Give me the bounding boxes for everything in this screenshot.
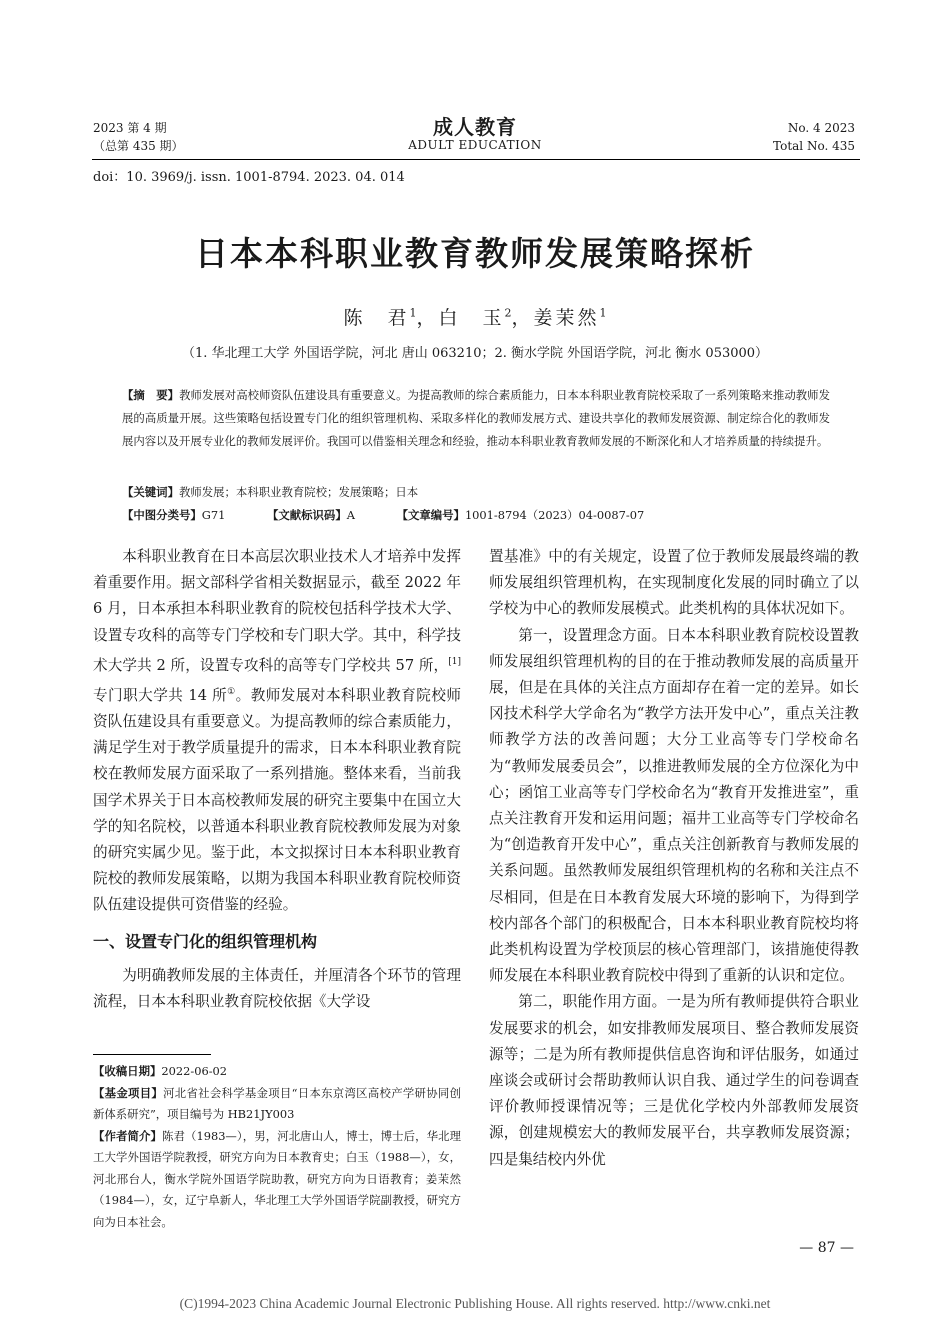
journal-title-cn: 成人教育 xyxy=(433,115,517,139)
doc-code-label: 【文献标识码】 xyxy=(266,508,347,522)
author-name: 陈 君 xyxy=(343,307,410,329)
author-name: 白 玉 xyxy=(438,307,505,329)
paragraph-text: 专门职大学共 14 所 xyxy=(93,686,228,704)
copyright-line: (C)1994-2023 China Academic Journal Electronic Publishing House. All rights reserved. http://www.cnki.net xyxy=(179,1296,771,1311)
journal-title-en: ADULT EDUCATION xyxy=(408,138,542,152)
body-paragraph: 置基准》中的有关规定，设置了位于教师发展最终端的教师发展组织管理机构，在实现制度化发展的同时确立了以学校为中心的教师发展模式。此类机构的具体状况如下。 xyxy=(489,548,859,618)
footnote-rule xyxy=(93,1054,211,1055)
author-separator: ， xyxy=(416,307,439,329)
bio-value: 陈君（1983—），男，河北唐山人，博士，博士后，华北理工大学外国语学院教授，研究方向为日本教育史；白玉（1988—），女，河北邢台人，衡水学院外国语学院助教，研究方向为日语教育；姜茉然（1984—），女，辽宁阜新人，华北理工大学外国语学院副教授，研究方向为日本社会。 xyxy=(93,1128,461,1229)
keywords-line xyxy=(122,481,830,504)
received-value: 2022-06-02 xyxy=(161,1064,228,1078)
author-affil-mark: 1 xyxy=(599,306,607,320)
doi-line: doi：10. 3969/j. issn. 1001-8794. 2023. 04. 014 xyxy=(93,170,405,185)
body-paragraph: 第二，职能作用方面。一是为所有教师提供符合职业发展要求的机会，如安排教师发展项目、整合教师发展资源等；二是为所有教师提供信息咨询和评估服务，如通过座谈会或研讨会帮助教师认识自我、通过学生的问卷调查评价教师授课情况等；三是优化学校内外部教师发展资源，创建规模宏大的教师发展平台，共享教师发展资源；四是集结校内外优 xyxy=(489,993,859,1168)
clc-label: 【中图分类号】 xyxy=(122,508,202,522)
author-name: 姜茉然 xyxy=(533,307,600,329)
keywords-label: 【关键词】 xyxy=(122,485,179,499)
author-separator: ， xyxy=(511,307,534,329)
article-no-label: 【文章编号】 xyxy=(396,508,465,522)
article-title: 日本本科职业教育教师发展策略探析 xyxy=(195,234,755,273)
page-number: — 87 — xyxy=(799,1240,854,1256)
footnotes xyxy=(93,1061,461,1233)
header-total-cn: （总第 435 期） xyxy=(93,139,184,153)
paragraph-text: 本科职业教育在日本高层次职业技术人才培养中发挥着重要作用。据文部科学省相关数据显示，截至 2022 年 6 月，日本承担本科职业教育的院校包括科学技术大学、设置专攻科的高等专门学校和专门职大学。其中，科学技术大学共 2 所，设置专攻科的高等专门学校共 57 所， xyxy=(93,548,461,674)
author-line xyxy=(0,303,950,330)
right-column xyxy=(489,544,859,1173)
keywords-text: 教师发展；本科职业教育院校；发展策略；日本 xyxy=(178,485,419,499)
header-rule xyxy=(92,159,860,160)
abstract-block xyxy=(122,384,830,453)
bio-label: 【作者简介】 xyxy=(93,1128,162,1143)
fund-info xyxy=(93,1083,461,1126)
article-no-value: 1001-8794（2023）04-0087-07 xyxy=(464,508,645,522)
received-label: 【收稿日期】 xyxy=(93,1064,162,1078)
author-affil-mark: 1 xyxy=(409,306,417,320)
fund-label: 【基金项目】 xyxy=(93,1085,164,1100)
author-affil-mark: 2 xyxy=(504,306,512,320)
fund-value: 河北省社会科学基金项目“日本东京湾区高校产学研协同创新体系研究”，项目编号为 HB21JY003 xyxy=(93,1085,461,1121)
footnote-ref: ① xyxy=(227,686,236,697)
paragraph-text: 。教师发展对本科职业教育院校师资队伍建设具有重要意义。为提高教师的综合素质能力，满足学生对于教学质量提升的需求，日本本科职业教育院校在教师发展方面采取了一系列措施。整体来看，当前我国学术界关于日本高校教师发展的研究主要集中在国立大学的知名院校，以普通本科职业教育院校教师发展为对象的研究实属少见。鉴于此，本文拟探讨日本本科职业教育院校的教师发展策略，以期为我国本科职业教育院校师资队伍建设提供可资借鉴的经验。 xyxy=(93,686,461,914)
doc-code-value: A xyxy=(346,508,355,522)
body-paragraph xyxy=(93,544,461,919)
header-issue-en: No. 4 2023 xyxy=(787,121,855,135)
header-issue-cn: 2023 第 4 期 xyxy=(93,121,167,135)
abstract-label: 【摘 要】 xyxy=(122,388,180,402)
classification-line xyxy=(122,504,830,527)
header-total-en: Total No. 435 xyxy=(773,139,855,153)
received-date xyxy=(93,1061,461,1083)
author-bio xyxy=(93,1126,461,1234)
section-heading: 一、设置专门化的组织管理机构 xyxy=(93,931,318,951)
body-paragraph: 第一，设置理念方面。日本本科职业教育院校设置教师发展组织管理机构的目的在于推动教师发展的高质量开展，但是在具体的关注点方面却存在着一定的差异。如长冈技术科学大学命名为“教学方法开发中心”，重点关注教师教学方法的改善问题；大分工业高等专门学校命名为“教师发展委员会”，以推进教师发展的全方位深化为中心；函馆工业高等专门学校命名为“教育开发推进室”，重点关注教育开发和运用问题；福井工业高等专门学校命名为“创造教育开发中心”，重点关注创新教育与教师发展的关系问题。虽然教师发展组织管理机构的名称和关注点不尽相同，但是在日本教育发展大环境的影响下，为得到学校内部各个部门的积极配合，日本本科职业教育院校均将此类机构设置为学校顶层的核心管理部门，该措施使得教师发展在本科职业教育院校中得到了重新的认识和定位。 xyxy=(489,626,859,985)
left-column xyxy=(93,544,461,1015)
body-paragraph: 为明确教师发展的主体责任，并厘清各个环节的管理流程，日本本科职业教育院校依据《大学设 xyxy=(93,966,461,1010)
clc-value: G71 xyxy=(201,508,226,522)
citation-ref: [1] xyxy=(448,656,461,667)
abstract-text: 教师发展对高校师资队伍建设具有重要意义。为提高教师的综合素质能力，日本本科职业教育院校采取了一系列策略来推动教师发展的高质量开展。这些策略包括设置专门化的组织管理机构、采取多样化的教师发展方式、建设共享化的教师发展资源、制定综合化的教师发展内容以及开展专业化的教师发展评价。我国可以借鉴相关理念和经验，推动本科职业教育教师发展的不断深化和人才培养质量的持续提升。 xyxy=(122,388,830,448)
affiliation-line: （1. 华北理工大学 外国语学院，河北 唐山 063210；2. 衡水学院 外国语学院，河北 衡水 053000） xyxy=(181,346,769,361)
